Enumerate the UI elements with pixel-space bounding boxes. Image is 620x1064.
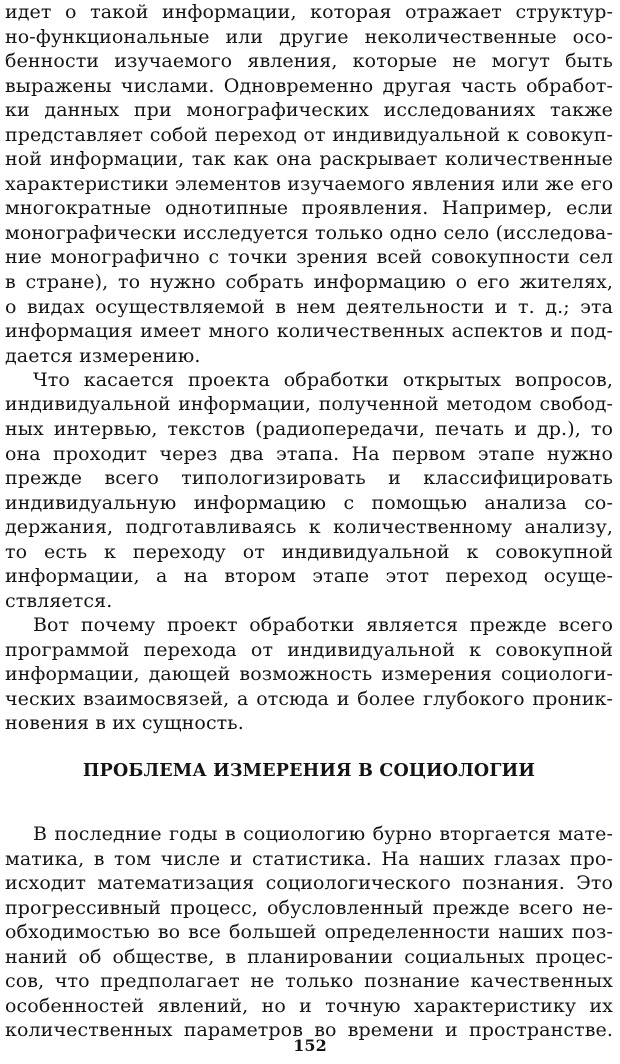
- text-line: ческих взаимосвязей, а отсюда и более глубокого проник-: [5, 687, 613, 710]
- text-line: сов, что предполагает не только познание качественных: [5, 970, 613, 993]
- text-line: дается измерению.: [5, 344, 201, 367]
- text-line: представляет собой переход от индивидуальной к совокуп-: [5, 123, 613, 146]
- text-line: В последние годы в социологию бурно вторгается мате-: [33, 823, 613, 845]
- text-line: особенностей явлений, но и точную характеристику их: [5, 994, 613, 1017]
- text-line: прежде всего типологизировать и классифицировать: [5, 467, 613, 490]
- text-line: информация имеет много количественных аспектов и под-: [5, 320, 613, 343]
- text-line: ствляется.: [5, 589, 113, 612]
- page-number: 152: [293, 1036, 327, 1055]
- text-line: Что касается проекта обработки открытых вопросов,: [33, 369, 613, 391]
- text-line: прогрессивный процесс, обусловленный прежде всего не-: [5, 896, 613, 919]
- text-line: ки данных при монографических исследованиях также: [5, 99, 613, 122]
- text-line: информации, дающей возможность измерения социологи-: [5, 663, 613, 686]
- text-line: характеристики элементов изучаемого явления или же его: [5, 172, 614, 195]
- text-line: наний об обществе, в планировании социальных процес-: [5, 945, 613, 968]
- text-line: матика, в том числе и статистика. На наших глазах про-: [5, 847, 613, 870]
- text-line: информации, а на втором этапе этот переход осуще-: [5, 565, 613, 588]
- text-line: она проходит через два этапа. На первом этапе нужно: [5, 442, 613, 465]
- text-line: бенности изучаемого явления, которые не могут быть: [5, 50, 613, 73]
- text-line: ние монографично с точки зрения всей совокупности сел: [5, 246, 613, 269]
- text-line: в стране), то нужно собрать информацию о его жителях,: [5, 271, 613, 294]
- text-line: количественных параметров во времени и пространстве.: [5, 1019, 613, 1042]
- text-line: монографически исследуется только одно село (исследова-: [5, 221, 613, 244]
- text-line: исходит математизация социологического познания. Это: [5, 872, 613, 895]
- paragraph-2: [5, 368, 613, 613]
- text-line: ных интервью, текстов (радиопередачи, печать и др.), то: [5, 418, 613, 441]
- text-line: ной информации, так как она раскрывает количественные: [5, 148, 613, 171]
- text-line: Вот почему проект обработки является прежде всего: [33, 614, 613, 636]
- text-line: индивидуальной информации, полученной методом свобод-: [5, 393, 613, 415]
- section-heading: ПРОБЛЕМА ИЗМЕРЕНИЯ В СОЦИОЛОГИИ: [82, 761, 536, 781]
- text-line: новения в их сущность.: [5, 712, 244, 735]
- text-line: индивидуальную информацию с помощью анализа со-: [5, 491, 613, 514]
- text-line: программой перехода от индивидуальной к совокупной: [5, 638, 613, 661]
- text-line: обходимостью во все большей определенности наших поз-: [5, 921, 613, 944]
- paragraph-3: [5, 613, 613, 736]
- text-line: но-функциональные или другие неколичественные осо-: [5, 25, 613, 48]
- text-line: то есть к переходу от индивидуальной к совокупной: [5, 540, 613, 563]
- text-line: идет о такой информации, которая отражает структур-: [5, 1, 613, 23]
- paragraph-1: [5, 0, 613, 368]
- text-line: выражены числами. Одновременно другая часть обработ-: [5, 74, 613, 97]
- text-line: многократные однотипные проявления. Например, если: [5, 197, 613, 220]
- paragraph-4: [5, 822, 613, 1043]
- text-line: о видах осуществляемой в нем деятельности и т. д.; эта: [5, 295, 613, 318]
- text-line: держания, подготавливаясь к количественному анализу,: [5, 516, 613, 539]
